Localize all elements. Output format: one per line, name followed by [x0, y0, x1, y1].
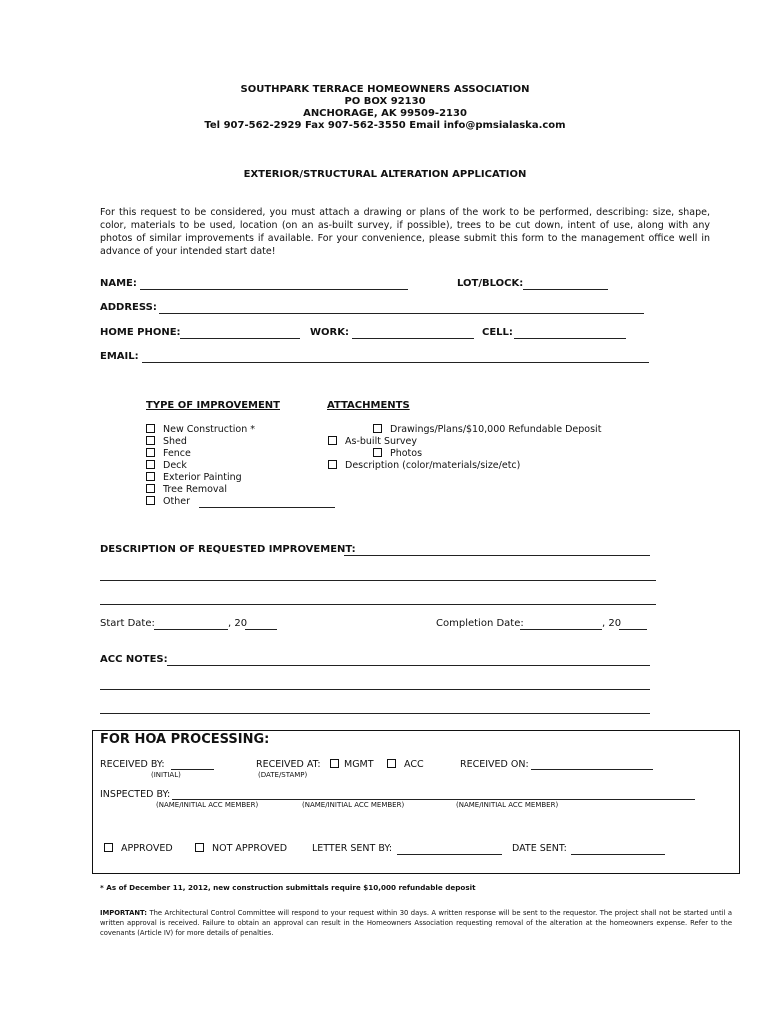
checkbox-icon[interactable] — [373, 424, 382, 433]
home-phone-field[interactable] — [180, 338, 300, 339]
cell-phone-label: CELL: — [482, 327, 513, 338]
checkbox-item-drawings[interactable]: Drawings/Plans/$10,000 Refundable Deposit — [373, 424, 601, 435]
not-approved-checkbox[interactable]: NOT APPROVED — [195, 843, 287, 854]
acc-notes-line-3[interactable] — [100, 713, 650, 714]
checkbox-icon[interactable] — [146, 496, 155, 505]
received-on-field[interactable] — [531, 769, 653, 770]
acc-notes-field[interactable] — [167, 665, 650, 666]
checkbox-item-description[interactable]: Description (color/materials/size/etc) — [328, 460, 520, 471]
date-stamp-caption: (DATE/STAMP) — [258, 771, 308, 779]
checkbox-icon[interactable] — [146, 448, 155, 457]
description-label: DESCRIPTION OF REQUESTED IMPROVEMENT: — [100, 544, 356, 555]
work-phone-label: WORK: — [310, 327, 349, 338]
inspected-by-label: INSPECTED BY: — [100, 789, 171, 800]
checkbox-item-tree-removal[interactable]: Tree Removal — [146, 484, 227, 495]
mgmt-checkbox[interactable]: MGMT — [330, 759, 374, 770]
home-phone-label: HOME PHONE: — [100, 327, 181, 338]
acc-checkbox[interactable]: ACC — [387, 759, 424, 770]
acc-member-caption-3: (NAME/INITIAL ACC MEMBER) — [456, 801, 559, 809]
attachments-heading: ATTACHMENTS — [327, 400, 410, 411]
completion-date-field[interactable] — [520, 629, 602, 630]
checkbox-icon[interactable] — [146, 436, 155, 445]
name-field[interactable] — [140, 289, 408, 290]
completion-date-year-prefix: , 20 — [602, 618, 622, 629]
description-line-3[interactable] — [100, 604, 656, 605]
address-field[interactable] — [159, 313, 644, 314]
acc-notes-line-2[interactable] — [100, 689, 650, 690]
po-box: PO BOX 92130 — [344, 96, 426, 107]
checkbox-icon[interactable] — [328, 460, 337, 469]
initial-caption: (INITIAL) — [151, 771, 181, 779]
checkbox-icon[interactable] — [104, 843, 113, 852]
city-line: ANCHORAGE, AK 99509-2130 — [303, 108, 467, 119]
email-field[interactable] — [142, 362, 649, 363]
checkbox-item-new-construction[interactable]: New Construction * — [146, 424, 255, 435]
received-by-label: RECEIVED BY: — [100, 759, 165, 770]
description-line-2[interactable] — [100, 580, 656, 581]
cell-phone-field[interactable] — [514, 338, 626, 339]
acc-member-caption-2: (NAME/INITIAL ACC MEMBER) — [302, 801, 405, 809]
checkbox-item-as-built-survey[interactable]: As-built Survey — [328, 436, 417, 447]
checkbox-icon[interactable] — [328, 436, 337, 445]
lot-block-label: LOT/BLOCK: — [457, 278, 524, 289]
address-label: ADDRESS: — [100, 302, 157, 313]
important-note — [100, 908, 732, 938]
important-label: IMPORTANT: — [100, 909, 148, 917]
important-text: The Architectural Control Committee will respond to your request within 30 days. A written response will be sent to the requestor. The project shall not be started until a written approval is received. Failure to obtain an approval can result in the Homeowners Association requesting removal of the alteration at the homeowners expense. Refer to the covenants (Article IV) for more details of penalties. — [100, 909, 732, 937]
completion-date-label: Completion Date: — [436, 618, 524, 629]
other-field[interactable] — [199, 507, 335, 508]
checkbox-icon[interactable] — [330, 759, 339, 768]
checkbox-item-other[interactable]: Other — [146, 496, 190, 507]
checkbox-item-exterior-painting[interactable]: Exterior Painting — [146, 472, 242, 483]
checkbox-icon[interactable] — [146, 460, 155, 469]
checkbox-icon[interactable] — [195, 843, 204, 852]
description-field[interactable] — [344, 555, 650, 556]
checkbox-icon[interactable] — [373, 448, 382, 457]
approved-checkbox[interactable]: APPROVED — [104, 843, 173, 854]
received-at-label: RECEIVED AT: — [256, 759, 321, 770]
start-date-year-field[interactable] — [245, 629, 277, 630]
org-name: SOUTHPARK TERRACE HOMEOWNERS ASSOCIATION — [240, 84, 530, 95]
work-phone-field[interactable] — [352, 338, 474, 339]
checkbox-item-fence[interactable]: Fence — [146, 448, 191, 459]
received-on-label: RECEIVED ON: — [460, 759, 529, 770]
inspected-by-field[interactable] — [172, 799, 695, 800]
hoa-processing-title: FOR HOA PROCESSING: — [100, 732, 270, 747]
form-title: EXTERIOR/STRUCTURAL ALTERATION APPLICATION — [243, 169, 527, 180]
lot-block-field[interactable] — [523, 289, 608, 290]
date-sent-label: DATE SENT: — [512, 843, 567, 854]
checkbox-icon[interactable] — [146, 484, 155, 493]
checkbox-item-photos[interactable]: Photos — [373, 448, 422, 459]
received-by-field[interactable] — [171, 769, 214, 770]
checkbox-icon[interactable] — [146, 472, 155, 481]
type-of-improvement-heading: TYPE OF IMPROVEMENT — [146, 400, 280, 411]
letter-sent-by-label: LETTER SENT BY: — [312, 843, 393, 854]
acc-member-caption-1: (NAME/INITIAL ACC MEMBER) — [156, 801, 259, 809]
date-sent-field[interactable] — [571, 854, 665, 855]
acc-notes-label: ACC NOTES: — [100, 654, 168, 665]
start-date-label: Start Date: — [100, 618, 155, 629]
contact-line: Tel 907-562-2929 Fax 907-562-3550 Email info@pmsialaska.com — [204, 120, 566, 131]
letter-sent-by-field[interactable] — [397, 854, 502, 855]
deposit-footnote: * As of December 11, 2012, new construction submittals require $10,000 refundable deposit — [100, 883, 476, 892]
email-label: EMAIL: — [100, 351, 139, 362]
checkbox-item-shed[interactable]: Shed — [146, 436, 187, 447]
checkbox-icon[interactable] — [146, 424, 155, 433]
completion-date-year-field[interactable] — [619, 629, 647, 630]
checkbox-item-deck[interactable]: Deck — [146, 460, 187, 471]
checkbox-icon[interactable] — [387, 759, 396, 768]
intro-paragraph: For this request to be considered, you must attach a drawing or plans of the work to be performed, describing: size, shape, color, materials to be used, location (on an as-built survey, if possible), trees to be cut down, intent of use, along with any photos of similar improvements if available. For your convenience, please submit this form to the management office well in advance of your intended start date! — [100, 207, 710, 257]
start-date-year-prefix: , 20 — [228, 618, 248, 629]
start-date-field[interactable] — [154, 629, 228, 630]
name-label: NAME: — [100, 278, 137, 289]
